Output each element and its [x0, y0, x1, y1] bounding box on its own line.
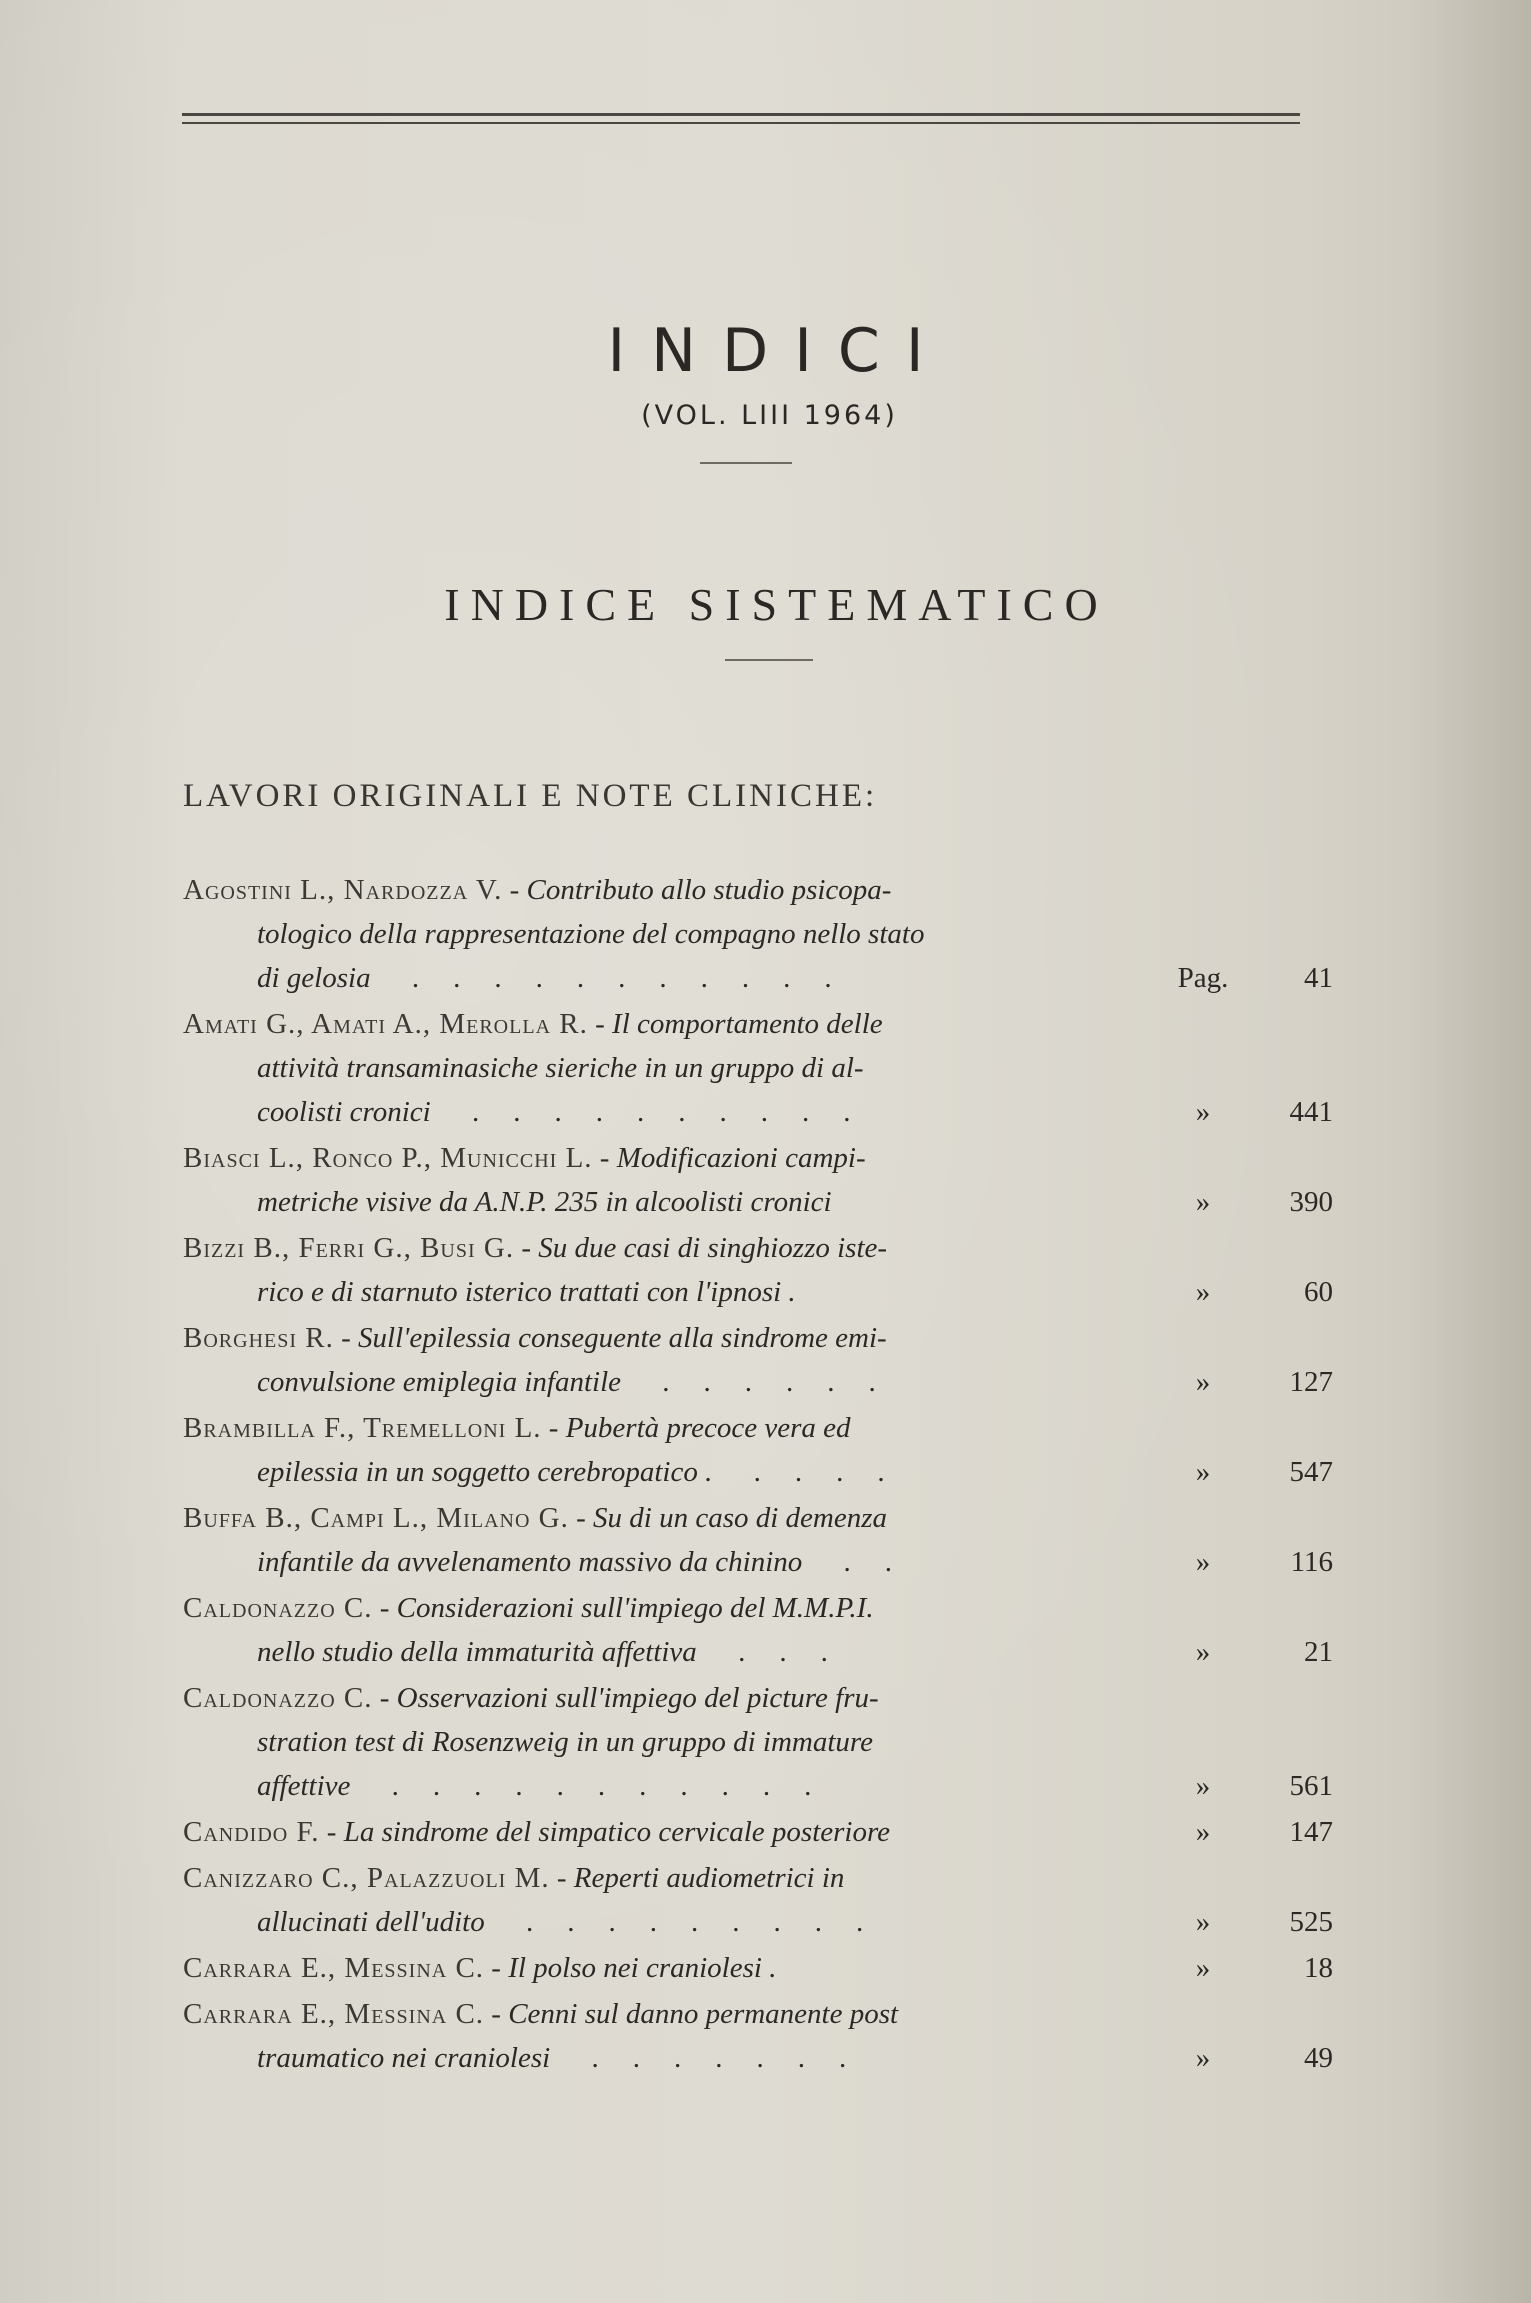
- entry-title-text: convulsione emiplegia infantile: [257, 1366, 622, 1398]
- entry-title-text: infantile da avvelenamento massivo da chinino: [257, 1546, 803, 1578]
- leader-dots: .......: [550, 2042, 881, 2074]
- top-double-rule: [182, 113, 1300, 116]
- entry-title-text: traumatico nei craniolesi: [257, 2042, 551, 2074]
- page-prefix: »: [1195, 1096, 1211, 1128]
- entry-title-text: Contributo allo studio psicopa-: [526, 874, 892, 906]
- index-entries: [183, 868, 1333, 2082]
- entry-title-text: affettive: [257, 1770, 351, 1802]
- page-prefix: Pag.: [1177, 962, 1229, 994]
- index-entry: [183, 1406, 1333, 1496]
- page-prefix: »: [1195, 1906, 1211, 1938]
- entry-title-text: attività transaminasiche sieriche in un gruppo di al-: [257, 1052, 864, 1084]
- entry-continuation-line: [183, 1540, 1333, 1584]
- entry-first-line: [183, 1002, 1333, 1046]
- index-entry: [183, 1226, 1333, 1316]
- entry-title-text: Su di un caso di demenza: [593, 1502, 888, 1534]
- section-title: INDICE SISTEMATICO: [444, 579, 1109, 630]
- page-number: 441: [1289, 1096, 1333, 1128]
- entry-separator: -: [514, 1232, 539, 1264]
- page-number: 49: [1304, 2042, 1333, 2074]
- entry-authors: Caldonazzo C.: [183, 1682, 373, 1714]
- leader-dots: ....: [712, 1456, 919, 1488]
- entry-first-line: [183, 1586, 1333, 1630]
- entry-separator: -: [319, 1816, 344, 1848]
- entry-title-text: Su due casi di singhiozzo iste-: [538, 1232, 888, 1264]
- entry-continuation-line: [183, 956, 1333, 1000]
- leader-dots: ...........: [370, 962, 866, 994]
- entry-separator: -: [549, 1862, 574, 1894]
- page-number: 561: [1289, 1770, 1333, 1802]
- entry-continuation-line: [183, 1360, 1333, 1404]
- entry-separator: -: [333, 1322, 359, 1354]
- entry-first-line: [183, 1992, 1333, 2036]
- entry-first-line: [183, 1406, 1333, 1450]
- index-entry: [183, 1496, 1333, 1586]
- index-entry: [183, 1810, 1333, 1856]
- entry-title-text: epilessia in un soggetto cerebropatico .: [257, 1456, 713, 1488]
- page-number: 21: [1304, 1636, 1333, 1668]
- entry-gap: [183, 2080, 1333, 2082]
- page-prefix: »: [1195, 1636, 1211, 1668]
- page-number: 60: [1304, 1276, 1333, 1308]
- entry-authors: Amati G., Amati A., Merolla R.: [183, 1008, 588, 1040]
- entry-title-text: Pubertà precoce vera ed: [565, 1412, 851, 1444]
- index-entry: [183, 1586, 1333, 1676]
- page-prefix: »: [1195, 2042, 1211, 2074]
- volume-label: (VOL. LIII 1964): [641, 400, 898, 431]
- entry-authors: Candido F.: [183, 1816, 320, 1848]
- entry-title-text: metriche visive da A.N.P. 235 in alcoolisti cronici: [257, 1186, 832, 1218]
- index-entry: [183, 1002, 1333, 1136]
- entry-title-text: Il comportamento delle: [612, 1008, 883, 1040]
- entry-title-text: stration test di Rosenzweig in un gruppo di immature: [257, 1726, 873, 1758]
- entry-continuation-line: [183, 1046, 1333, 1090]
- page-number: 41: [1304, 962, 1333, 994]
- entry-title-text: tologico della rappresentazione del compagno nello stato: [257, 918, 925, 950]
- index-entry: [183, 1946, 1333, 1992]
- page-prefix: »: [1195, 1770, 1211, 1802]
- entry-first-line: [183, 1810, 1333, 1854]
- entry-separator: -: [372, 1592, 397, 1624]
- entry-separator: -: [484, 1952, 509, 1984]
- entry-title-text: nello studio della immaturità affettiva: [257, 1636, 697, 1668]
- title-divider: [700, 462, 792, 464]
- page-prefix: »: [1195, 1952, 1211, 1984]
- page-prefix: »: [1195, 1546, 1211, 1578]
- entry-authors: Brambilla F., Tremelloni L.: [183, 1412, 542, 1444]
- entry-title-text: Il polso nei craniolesi .: [508, 1952, 777, 1984]
- leader-dots: ..........: [430, 1096, 885, 1128]
- entry-authors: Bizzi B., Ferri G., Busi G.: [183, 1232, 515, 1264]
- index-entry: [183, 1316, 1333, 1406]
- index-entry: [183, 1136, 1333, 1226]
- entry-separator: -: [568, 1502, 594, 1534]
- entry-title-text: Sull'epilessia conseguente alla sindrome emi-: [358, 1322, 887, 1354]
- entry-authors: Carrara E., Messina C.: [183, 1952, 485, 1984]
- entry-continuation-line: [183, 1270, 1333, 1314]
- entry-continuation-line: [183, 1900, 1333, 1944]
- entry-first-line: [183, 1136, 1333, 1180]
- entry-title-text: Reperti audiometrici in: [573, 1862, 845, 1894]
- page-prefix: »: [1195, 1276, 1211, 1308]
- entry-separator: -: [502, 874, 527, 906]
- page-number: 525: [1289, 1906, 1333, 1938]
- page-prefix: »: [1195, 1366, 1211, 1398]
- entry-continuation-line: [183, 1090, 1333, 1134]
- page-title: INDICI: [607, 316, 950, 386]
- index-entry: [183, 1856, 1333, 1946]
- entry-separator: -: [592, 1142, 617, 1174]
- entry-first-line: [183, 1676, 1333, 1720]
- entry-first-line: [183, 1316, 1333, 1360]
- entry-first-line: [183, 1946, 1333, 1990]
- entry-authors: Caldonazzo C.: [183, 1592, 373, 1624]
- leader-dots: ...........: [350, 1770, 846, 1802]
- entry-title-text: Modificazioni campi-: [616, 1142, 866, 1174]
- entry-title-text: Cenni sul danno permanente post: [508, 1998, 899, 2030]
- entry-continuation-line: [183, 1630, 1333, 1674]
- entry-title-text: rico e di starnuto isterico trattati con l'ipnosi .: [257, 1276, 796, 1308]
- entry-continuation-line: [183, 1450, 1333, 1494]
- leader-dots: ...: [696, 1636, 862, 1668]
- entry-continuation-line: [183, 1764, 1333, 1808]
- entry-separator: -: [587, 1008, 613, 1040]
- entry-title-text: di gelosia: [257, 962, 371, 994]
- index-entry: [183, 1992, 1333, 2082]
- entry-continuation-line: [183, 1720, 1333, 1764]
- entry-first-line: [183, 1496, 1333, 1540]
- entry-title-text: Osservazioni sull'impiego del picture fru-: [396, 1682, 879, 1714]
- entry-title-text: allucinati dell'udito: [257, 1906, 485, 1938]
- leader-dots: ......: [621, 1366, 910, 1398]
- entry-authors: Biasci L., Ronco P., Municchi L.: [183, 1142, 593, 1174]
- top-double-rule-lower: [182, 122, 1300, 124]
- index-entry: [183, 868, 1333, 1002]
- page-number: 127: [1289, 1366, 1333, 1398]
- page-number: 18: [1304, 1952, 1333, 1984]
- page-prefix: »: [1195, 1456, 1211, 1488]
- entry-separator: -: [541, 1412, 566, 1444]
- entry-authors: Borghesi R.: [183, 1322, 334, 1354]
- entry-separator: -: [484, 1998, 509, 2030]
- section-divider: [725, 659, 813, 661]
- entry-title-text: coolisti cronici: [257, 1096, 431, 1128]
- page-number: 547: [1289, 1456, 1333, 1488]
- entry-continuation-line: [183, 1180, 1333, 1224]
- page-number: 147: [1289, 1816, 1333, 1848]
- page-number: 116: [1290, 1546, 1333, 1578]
- section-subheading: LAVORI ORIGINALI E NOTE CLINICHE:: [183, 778, 878, 814]
- entry-first-line: [183, 1856, 1333, 1900]
- leader-dots: ..: [802, 1546, 927, 1578]
- entry-authors: Canizzaro C., Palazzuoli M.: [183, 1862, 550, 1894]
- page-number: 390: [1289, 1186, 1333, 1218]
- entry-continuation-line: [183, 2036, 1333, 2080]
- entry-authors: Buffa B., Campi L., Milano G.: [183, 1502, 569, 1534]
- entry-continuation-line: [183, 912, 1333, 956]
- entry-authors: Carrara E., Messina C.: [183, 1998, 485, 2030]
- entry-title-text: La sindrome del simpatico cervicale posteriore: [343, 1816, 891, 1848]
- leader-dots: .........: [484, 1906, 898, 1938]
- entry-authors: Agostini L., Nardozza V.: [183, 874, 503, 906]
- entry-separator: -: [372, 1682, 397, 1714]
- entry-first-line: [183, 868, 1333, 912]
- index-entry: [183, 1676, 1333, 1810]
- page-prefix: »: [1195, 1816, 1211, 1848]
- entry-title-text: Considerazioni sull'impiego del M.M.P.I.: [396, 1592, 874, 1624]
- page-prefix: »: [1195, 1186, 1211, 1218]
- entry-first-line: [183, 1226, 1333, 1270]
